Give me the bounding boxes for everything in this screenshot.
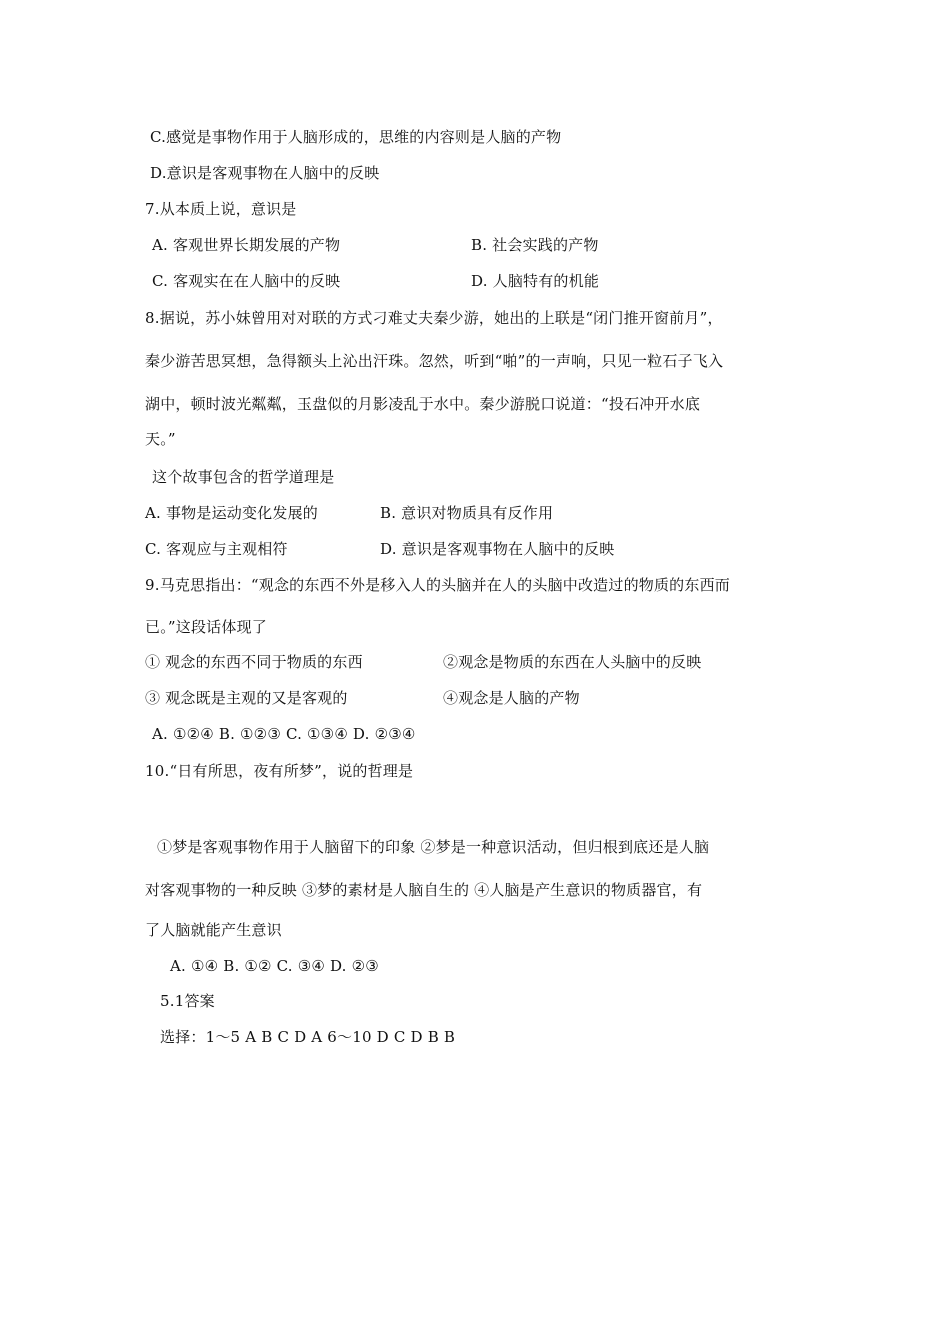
q8-option-c: C. 客观应与主观相符 xyxy=(145,540,288,558)
q8-question: 这个故事包含的哲学道理是 xyxy=(152,468,335,486)
q8-stem-line-3: 湖中，顿时波光粼粼，玉盘似的月影凌乱于水中。秦少游脱口说道：“投石冲开水底 xyxy=(145,395,701,413)
q7-option-d: D. 人脑特有的机能 xyxy=(471,272,600,290)
q6-option-d: D.意识是客观事物在人脑中的反映 xyxy=(150,164,380,182)
q6-option-c: C.感觉是事物作用于人脑形成的，思维的内容则是人脑的产物 xyxy=(150,128,562,146)
q8-option-b: B. 意识对物质具有反作用 xyxy=(380,504,554,522)
q9-statement-2: ②观念是物质的东西在人头脑中的反映 xyxy=(443,653,702,671)
answer-title: 5.1答案 xyxy=(160,992,215,1010)
q10-options: A. ①④ B. ①② C. ③④ D. ②③ xyxy=(170,957,379,975)
q9-stem-line-1: 9.马克思指出：“观念的东西不外是移入人的头脑并在人的头脑中改造过的物质的东西而 xyxy=(145,576,730,594)
q8-option-a: A. 事物是运动变化发展的 xyxy=(145,504,318,522)
q9-statement-1: ① 观念的东西不同于物质的东西 xyxy=(145,653,363,671)
q9-stem-line-2: 已。”这段话体现了 xyxy=(145,618,267,636)
q7-option-b: B. 社会实践的产物 xyxy=(471,236,599,254)
q8-stem-line-4: 天。” xyxy=(145,430,176,448)
answer-line: 选择：1～5 A B C D A 6～10 D C D B B xyxy=(160,1028,456,1046)
q10-statements-line-2: 对客观事物的一种反映 ③梦的素材是人脑自生的 ④人脑是产生意识的物质器官，有 xyxy=(145,881,703,899)
q7-option-c: C. 客观实在在人脑中的反映 xyxy=(152,272,341,290)
q8-stem-line-1: 8.据说，苏小妹曾用对对联的方式刁难丈夫秦少游，她出的上联是“闭门推开窗前月”， xyxy=(145,309,723,327)
q10-stem: 10.“日有所思，夜有所梦”，说的哲理是 xyxy=(145,762,414,780)
q7-option-a: A. 客观世界长期发展的产物 xyxy=(152,236,341,254)
q8-option-d: D. 意识是客观事物在人脑中的反映 xyxy=(380,540,615,558)
q9-statement-4: ④观念是人脑的产物 xyxy=(443,689,580,707)
q7-stem: 7.从本质上说，意识是 xyxy=(145,200,297,218)
q9-statement-3: ③ 观念既是主观的又是客观的 xyxy=(145,689,348,707)
q10-statements-line-1: ①梦是客观事物作用于人脑留下的印象 ②梦是一种意识活动，但归根到底还是人脑 xyxy=(157,838,710,856)
q9-options: A. ①②④ B. ①②③ C. ①③④ D. ②③④ xyxy=(152,725,416,743)
q8-stem-line-2: 秦少游苦思冥想，急得额头上沁出汗珠。忽然，听到“啪”的一声响，只见一粒石子飞入 xyxy=(145,352,724,370)
q10-statements-line-3: 了人脑就能产生意识 xyxy=(145,921,282,939)
